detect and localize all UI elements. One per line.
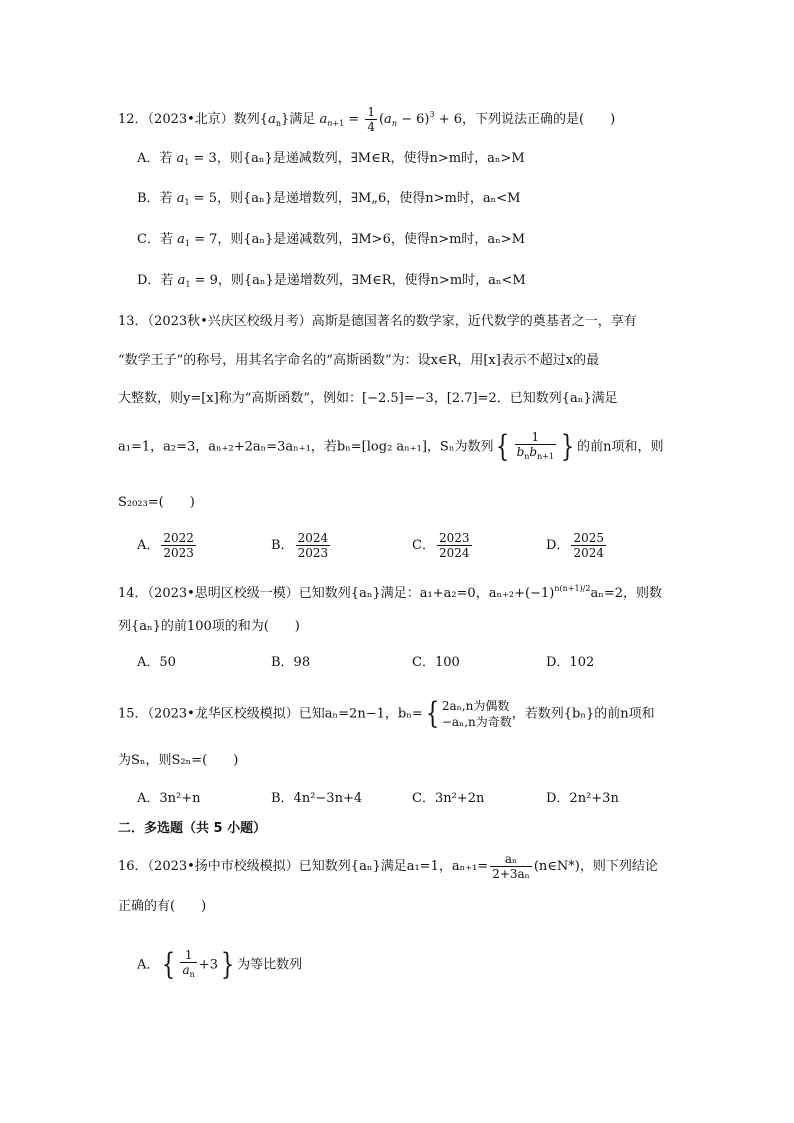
q16-line-1: 16．（2023•扬中市校级模拟）已知数列{aₙ}满足a₁=1，aₙ₊₁= $\frac{\text{aₙ}}{\text{2+3aₙ}}$ (n∈N*)，则下列结论 [118, 852, 658, 881]
q15-option-a[interactable]: A．3n²+n [137, 791, 201, 806]
q16-option-a[interactable]: A．{ $\frac{1}{a_n}$ +3} 为等比数列 [137, 947, 303, 982]
q12-option-a[interactable]: A．若 $a_1 = 3$，则{aₙ}是递减数列，∃M∈R，使得n>m时，aₙ>M [137, 151, 525, 167]
q15-option-c[interactable]: C．3n²+2n [412, 791, 485, 806]
q15-option-d[interactable]: D．2n²+3n [546, 791, 619, 806]
q14-option-a[interactable]: A．50 [137, 655, 176, 670]
q14-option-d[interactable]: D．102 [546, 655, 595, 670]
q14-line-1: 14．（2023•思明区校级一模）已知数列{aₙ}满足：a₁+a₂=0，$a_{n+2}+(-1)^{n(n+1)/2}a_n=2$，则数 [118, 584, 663, 601]
section-title-multiple-choice: 二．多选题（共 5 小题） [118, 821, 267, 836]
q14-option-b[interactable]: B．98 [271, 655, 311, 670]
q16-line-2: 正确的有( ) [118, 899, 207, 914]
q15-line-2: 为Sₙ，则S₂ₙ=( ) [118, 753, 239, 768]
q15-option-b[interactable]: B．4n²−3n+4 [271, 791, 363, 806]
q14-line-2: 列{aₙ}的前100项的和为( ) [118, 619, 300, 634]
q13-line-1: 13．（2023秋•兴庆区校级月考）高斯是德国著名的数学家，近代数学的奠基者之一，享有 [118, 314, 637, 329]
q13-line-3: 大整数，则y=[x]称为“高斯函数”，例如：[−2.5]=−3，[2.7]=2．已知数列{aₙ}满足 [118, 391, 618, 406]
q12-option-d[interactable]: D．若 $a_1 = 9$，则{aₙ}是递增数列，∃M∈R，使得n>m时，aₙ<M [137, 273, 526, 289]
q13-line-2: “数学王子”的称号，用其名字命名的“高斯函数”为：设x∈R，用[x]表示不超过x的最 [118, 353, 600, 368]
q13-option-c[interactable]: C． $\frac{2023}{2024}$ [412, 531, 470, 560]
q13-line-4: a₁=1，a₂=3，aₙ₊₂+2aₙ=3aₙ₊₁，若bₙ=[log₂ aₙ₊₁]，Sₙ为数列{ $\frac{1}{b_nb_{n+1}}$ } 的前n项和，则 [118, 429, 664, 464]
q13-line-5: S₂₀₂₃=( ) [118, 495, 195, 510]
q14-option-c[interactable]: C．100 [412, 655, 460, 670]
q15-line-1: 15．（2023•龙华区校级模拟）已知aₙ=2n−1，bₙ={ 2aₙ,n为偶数 −aₙ,n为奇数 ，若数列{bₙ}的前n项和 [118, 696, 655, 731]
q13-option-d[interactable]: D． $\frac{2025}{2024}$ [546, 531, 604, 560]
q12-option-b[interactable]: B．若 $a_1 = 5$，则{aₙ}是递增数列，∃M„6，使得n>m时，aₙ<M [137, 191, 521, 207]
q12-stem: 12．（2023•北京）数列$\{a_n\}$满足 $a_{n+1}$ = $\frac{1}{4}$ $(a_n - 6)^3 + 6$，下列说法正确的是( ) [118, 105, 616, 134]
q13-option-a[interactable]: A． $\frac{2022}{2023}$ [137, 531, 194, 560]
q13-option-b[interactable]: B． $\frac{2024}{2023}$ [271, 531, 329, 560]
q12-option-c[interactable]: C．若 $a_1 = 7$，则{aₙ}是递减数列，∃M>6，使得n>m时，aₙ>M [137, 232, 526, 248]
